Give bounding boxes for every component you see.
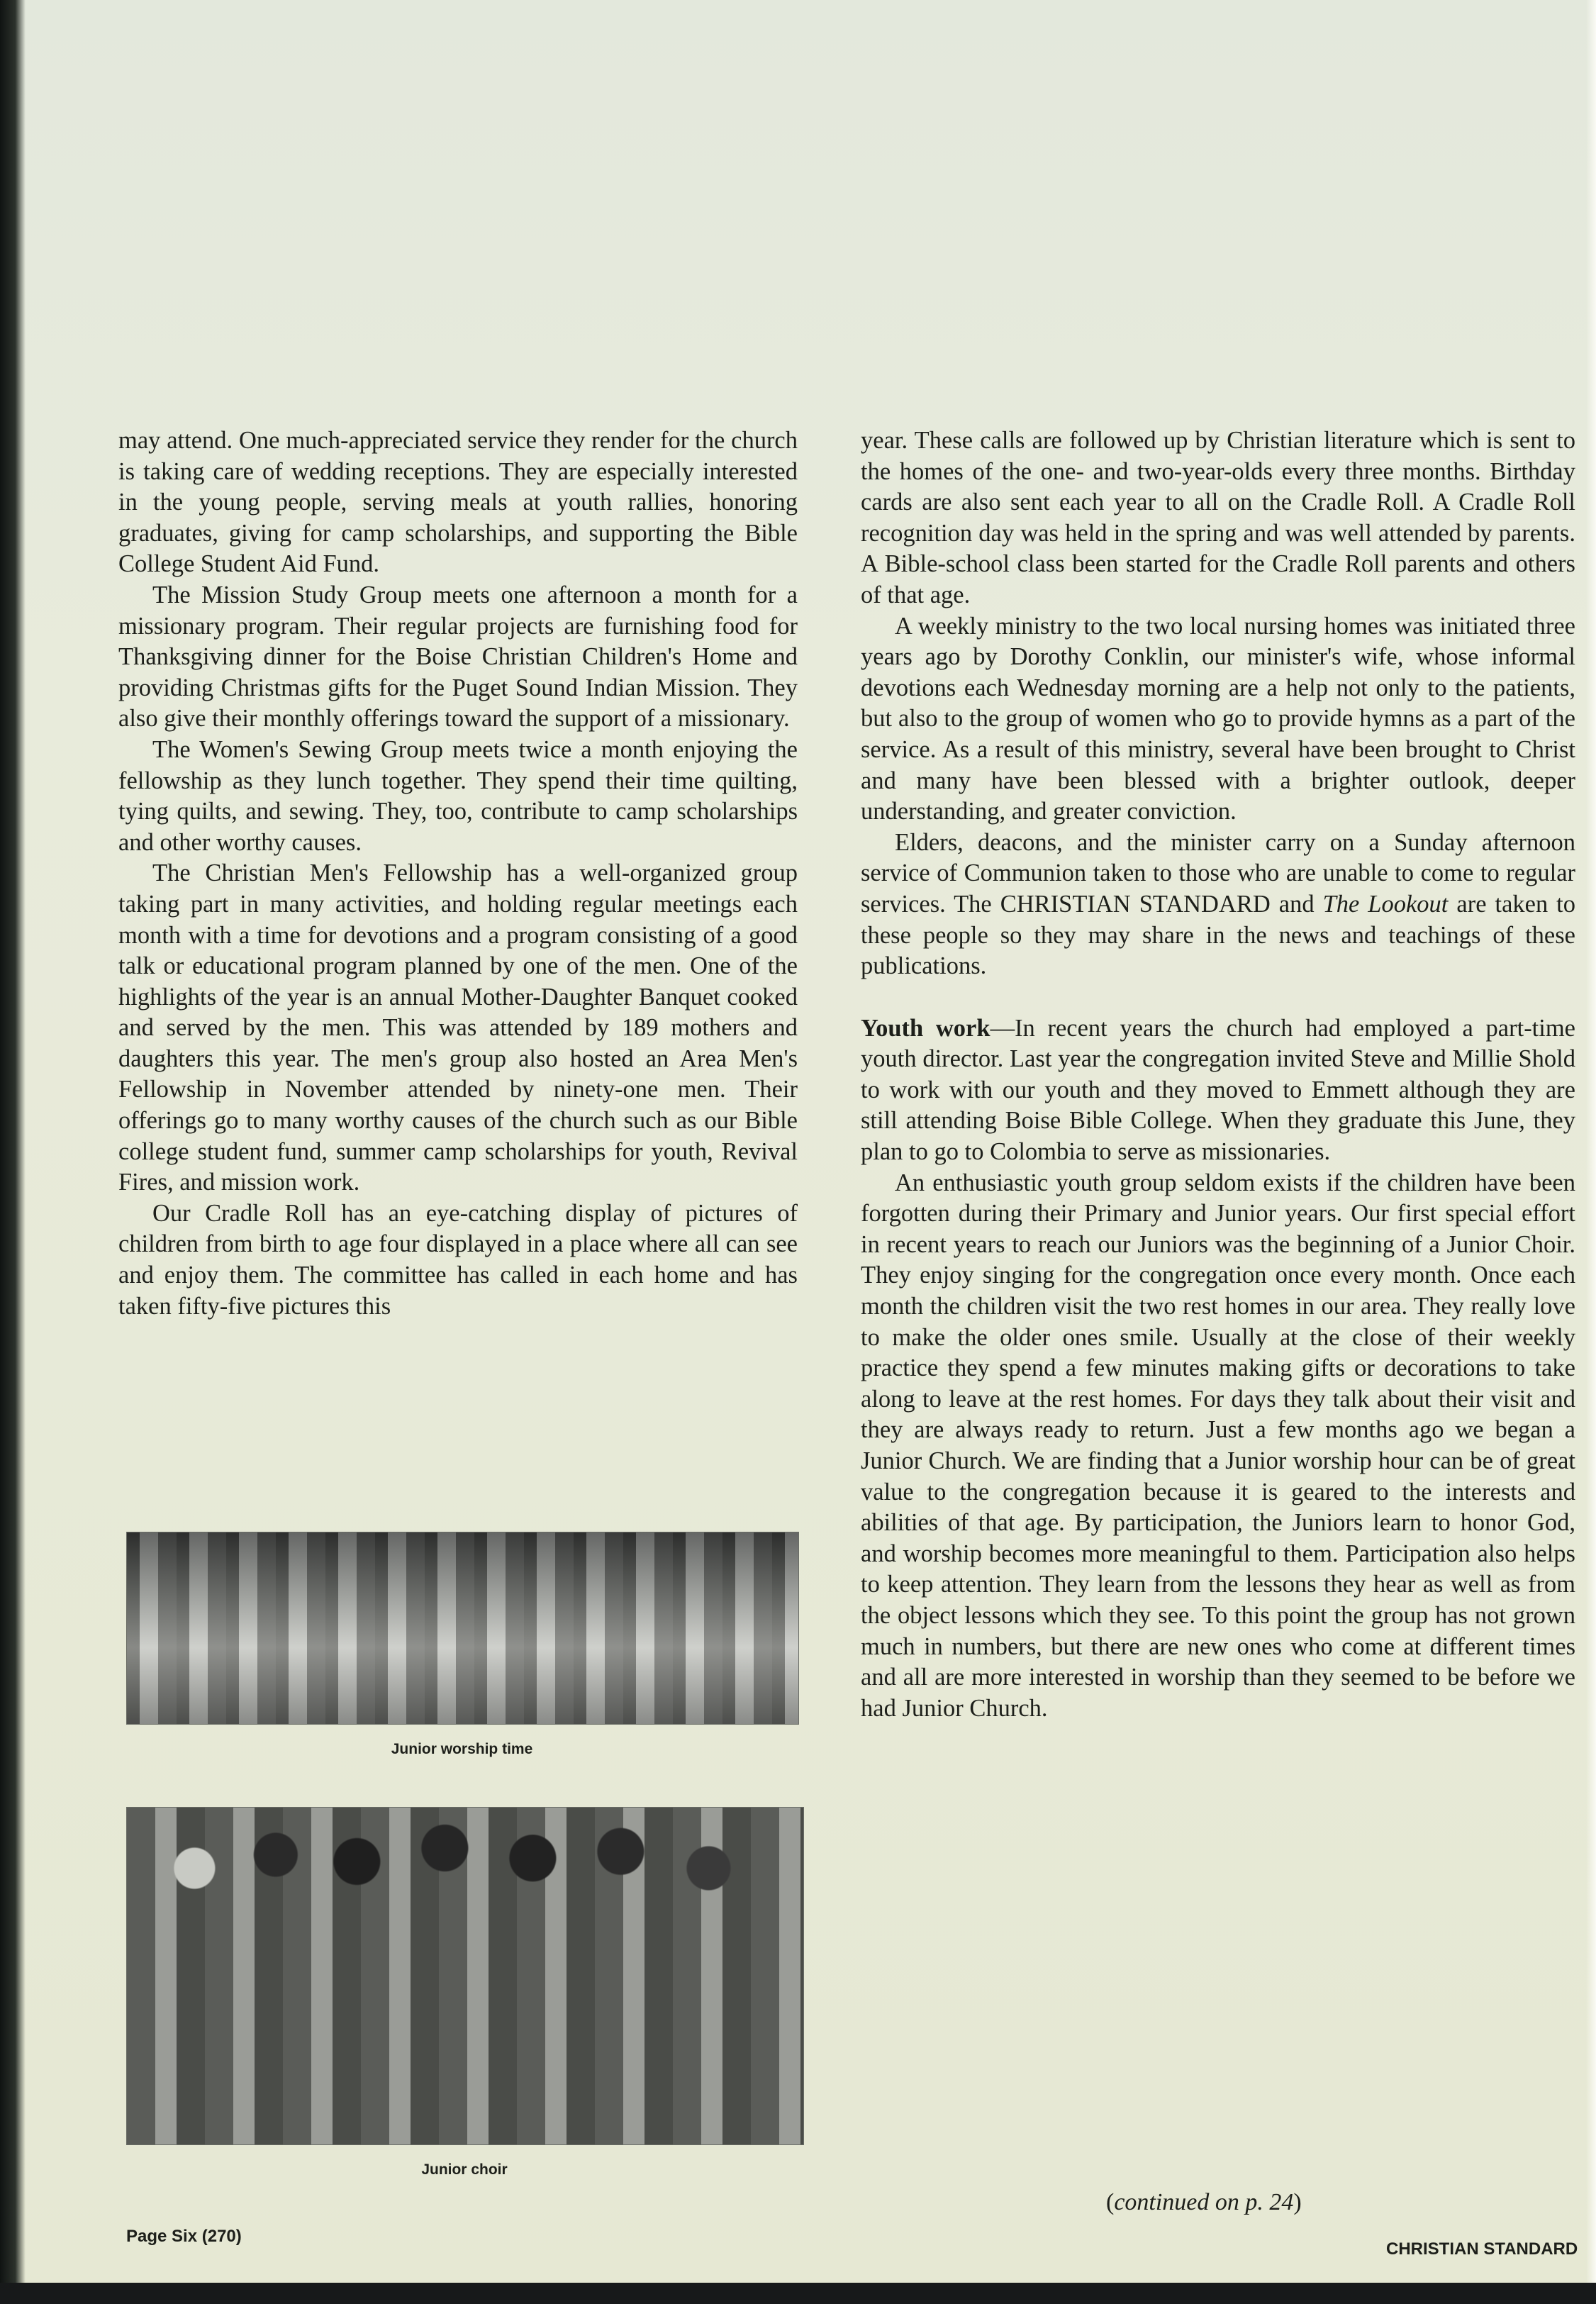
page-folio: Page Six (270) (126, 2227, 242, 2246)
right-text-column (861, 425, 1575, 1724)
lookout-title: The Lookout (1322, 890, 1449, 918)
paren-close: ) (1293, 2189, 1302, 2215)
youth-paragraph-2: An enthusiastic youth group seldom exists if the children have been forgotten during their Primary and Junior years. Our first special effort in recent years to reach our Juniors was the beginning of a Junior Choir. They enjoy singing for the congregation once every month. Once each month the children visit the two rest homes in our area. They really love to make the older ones smile. Usually at the close of their weekly practice they spend a few minutes making gifts or decorations to take along to leave at the rest homes. For days they talk about their visit and they are always ready to return. Just a few months ago we began a Junior Church. We are finding that a Junior worship hour can be of great value to the congregation because it is geared to the interests and abilities of that age. By participation, the Juniors learn to honor God, and worship becomes more meaningful to them. Participation also helps to keep attention. They learn from the lessons they hear as well as from the object lessons which they see. To this point the group has not grown much in numbers, but there are new ones who come at different times and all are more interested in worship than they seemed to be before we had Junior Church. (861, 1169, 1575, 1722)
paragraph-text: —In recent years the church had employed a part-time youth director. Last year the congregation invited Steve and Millie Shold to work with our youth and they moved to Emmett although they are still attending Boise Bible College. When they graduate this June, they plan to go to Colombia to serve as missionaries. (861, 1014, 1575, 1166)
youth-work-heading: Youth work (861, 1014, 990, 1042)
continued-note (1106, 2189, 1302, 2216)
junior-choir-caption: Junior choir (421, 2161, 508, 2178)
paragraph-text: Elders, deacons, and the minister carry on a Sunday afternoon service of Communion taken to those who are unable to come to regular services. The CHRISTIAN STANDARD and (861, 828, 1575, 918)
scan-bottom-edge (0, 2283, 1596, 2304)
paragraph-text: are taken to these people so they may share in the news and teachings of these publications. (861, 890, 1575, 980)
junior-worship-caption: Junior worship time (391, 1741, 533, 1757)
continued-text: continued on p. 24 (1114, 2189, 1294, 2215)
left-paragraph-1: may attend. One much-appreciated service they render for the church is taking care of wedding receptions. They are especially interested in the young people, serving meals at youth rallies, honoring graduates, giving for camp scholarships, and supporting the Bible College Student Aid Fund. (118, 427, 798, 578)
left-paragraph-3: The Women's Sewing Group meets twice a month enjoying the fellowship as they lunch together. They spend their time quilting, tying quilts, and sewing. They, too, contribute to camp scholarships and other worthy causes. (118, 735, 798, 856)
left-paragraph-5: Our Cradle Roll has an eye-catching display of pictures of children from birth to age four displayed in a place where all can see and enjoy them. The committee has called in each home and has taken fifty-five pictures this (118, 1199, 798, 1320)
scan-page-edge (1586, 0, 1596, 2304)
right-paragraph-1: year. These calls are followed up by Christian literature which is sent to the homes of the one- and two-year-olds every three months. Birthday cards are also sent each year to all on the Cradle Roll. A Cradle Roll recognition day was held in the spring and was well attended by parents. A Bible-school class been started for the Cradle Roll parents and others of that age. (861, 427, 1575, 608)
left-text-column (118, 425, 798, 1322)
junior-worship-photo (126, 1532, 799, 1725)
running-head: CHRISTIAN STANDARD (1386, 2239, 1578, 2259)
left-paragraph-4: The Christian Men's Fellowship has a well-organized group taking part in many activities, and holding regular meetings each month with a time for devotions and a program consisting of a good talk or educational program planned by one of the men. One of the highlights of the year is an annual Mother-Daughter Banquet cooked and served by the men. This was attended by 189 mothers and daughters this year. The men's group also hosted an Area Men's Fellowship in November attended by ninety-one men. Their offerings go to many worthy causes of the church such as our Bible college student fund, summer camp scholarships for youth, Revival Fires, and mission work. (118, 859, 798, 1196)
paren-open: ( (1106, 2189, 1115, 2215)
youth-work-paragraph (861, 1013, 1575, 1168)
junior-choir-photo (126, 1807, 804, 2145)
left-paragraph-2: The Mission Study Group meets one afternoon a month for a missionary program. Their regular projects are furnishing food for Thanksgiving dinner for the Boise Christian Children's Home and providing Christmas gifts for the Puget Sound Indian Mission. They also give their monthly offerings toward the support of a missionary. (118, 581, 798, 733)
right-paragraph-3 (861, 828, 1575, 982)
right-paragraph-2: A weekly ministry to the two local nursing homes was initiated three years ago by Dorothy Conklin, our minister's wife, whose informal devotions each Wednesday morning are a help not only to the patients, but also to the group of women who go to provide hymns as a part of the service. As a result of this ministry, several have been brought to Christ and many have been blessed with a brighter outlook, deeper understanding, and greater conviction. (861, 612, 1575, 825)
scan-binding-shadow (0, 0, 26, 2304)
